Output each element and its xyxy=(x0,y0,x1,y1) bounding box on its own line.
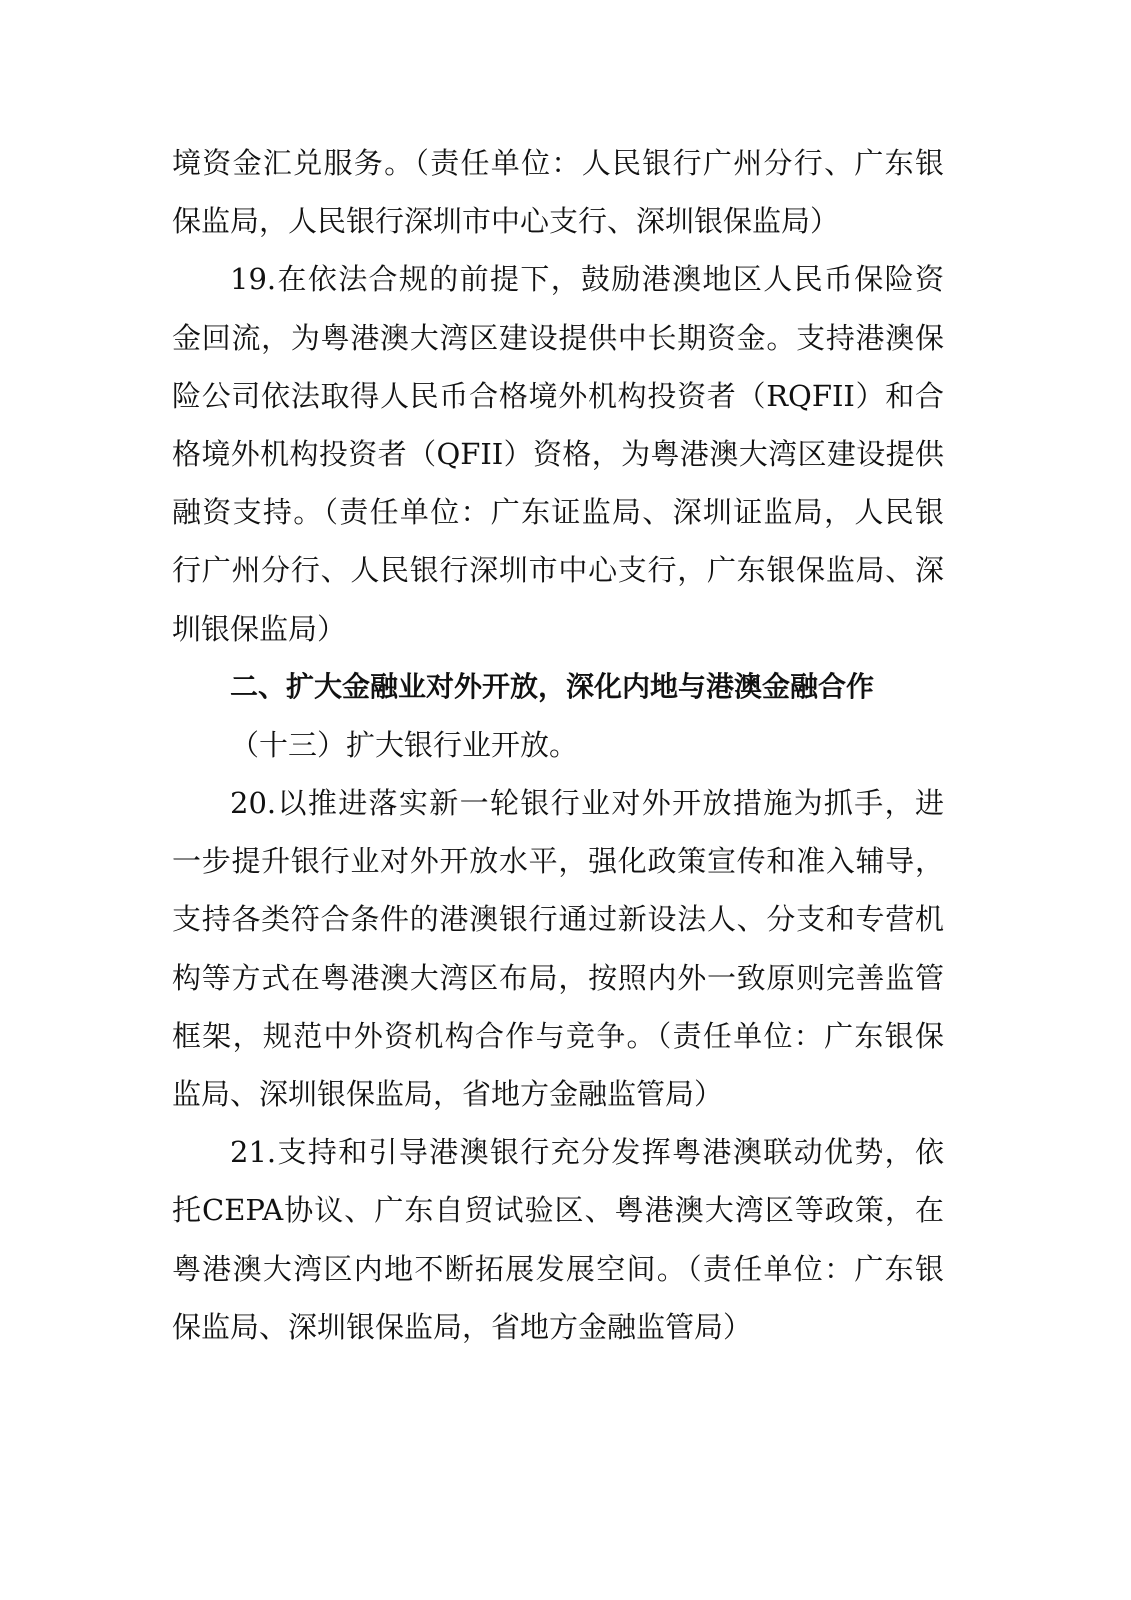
subsection-heading: （十三）扩大银行业开放。 xyxy=(230,727,579,762)
text-line: 行广州分行、人民银行深圳市中心支行，广东银保监局、深 xyxy=(172,553,944,588)
text-line: 圳银保监局） xyxy=(172,611,347,646)
text-line: 一步提升银行业对外开放水平，强化政策宣传和准入辅导， xyxy=(172,844,944,879)
text-line: 保监局，人民银行深圳市中心支行、深圳银保监局） xyxy=(172,204,840,239)
paragraph-21-start: 21.支持和引导港澳银行充分发挥粤港澳联动优势，依 xyxy=(230,1135,944,1170)
text-line: 构等方式在粤港澳大湾区布局，按照内外一致原则完善监管 xyxy=(172,960,944,995)
text-line: 格境外机构投资者（QFII）资格，为粤港澳大湾区建设提供 xyxy=(172,436,944,471)
text-line: 粤港澳大湾区内地不断拓展发展空间。（责任单位：广东银 xyxy=(172,1251,944,1286)
paragraph-20-start: 20.以推进落实新一轮银行业对外开放措施为抓手，进 xyxy=(230,786,944,821)
paragraph-19-start: 19.在依法合规的前提下，鼓励港澳地区人民币保险资 xyxy=(230,262,944,297)
text-line: 监局、深圳银保监局，省地方金融监管局） xyxy=(172,1077,724,1111)
text-line: 托CEPA协议、广东自贸试验区、粤港澳大湾区等政策，在 xyxy=(172,1193,944,1228)
text-line: 支持各类符合条件的港澳银行通过新设法人、分支和专营机 xyxy=(172,902,944,937)
text-line: 险公司依法取得人民币合格境外机构投资者（RQFII）和合 xyxy=(172,378,944,413)
document-body xyxy=(172,134,944,1356)
text-line: 融资支持。（责任单位：广东证监局、深圳证监局，人民银 xyxy=(172,495,944,530)
text-line: 保监局、深圳银保监局，省地方金融监管局） xyxy=(172,1309,753,1344)
text-line: 金回流，为粤港澳大湾区建设提供中长期资金。支持港澳保 xyxy=(172,320,944,355)
text-line: 框架，规范中外资机构合作与竞争。（责任单位：广东银保 xyxy=(172,1018,944,1053)
text-line: 境资金汇兑服务。（责任单位：人民银行广州分行、广东银 xyxy=(172,146,944,180)
section-heading: 二、扩大金融业对外开放，深化内地与港澳金融合作 xyxy=(230,669,875,703)
